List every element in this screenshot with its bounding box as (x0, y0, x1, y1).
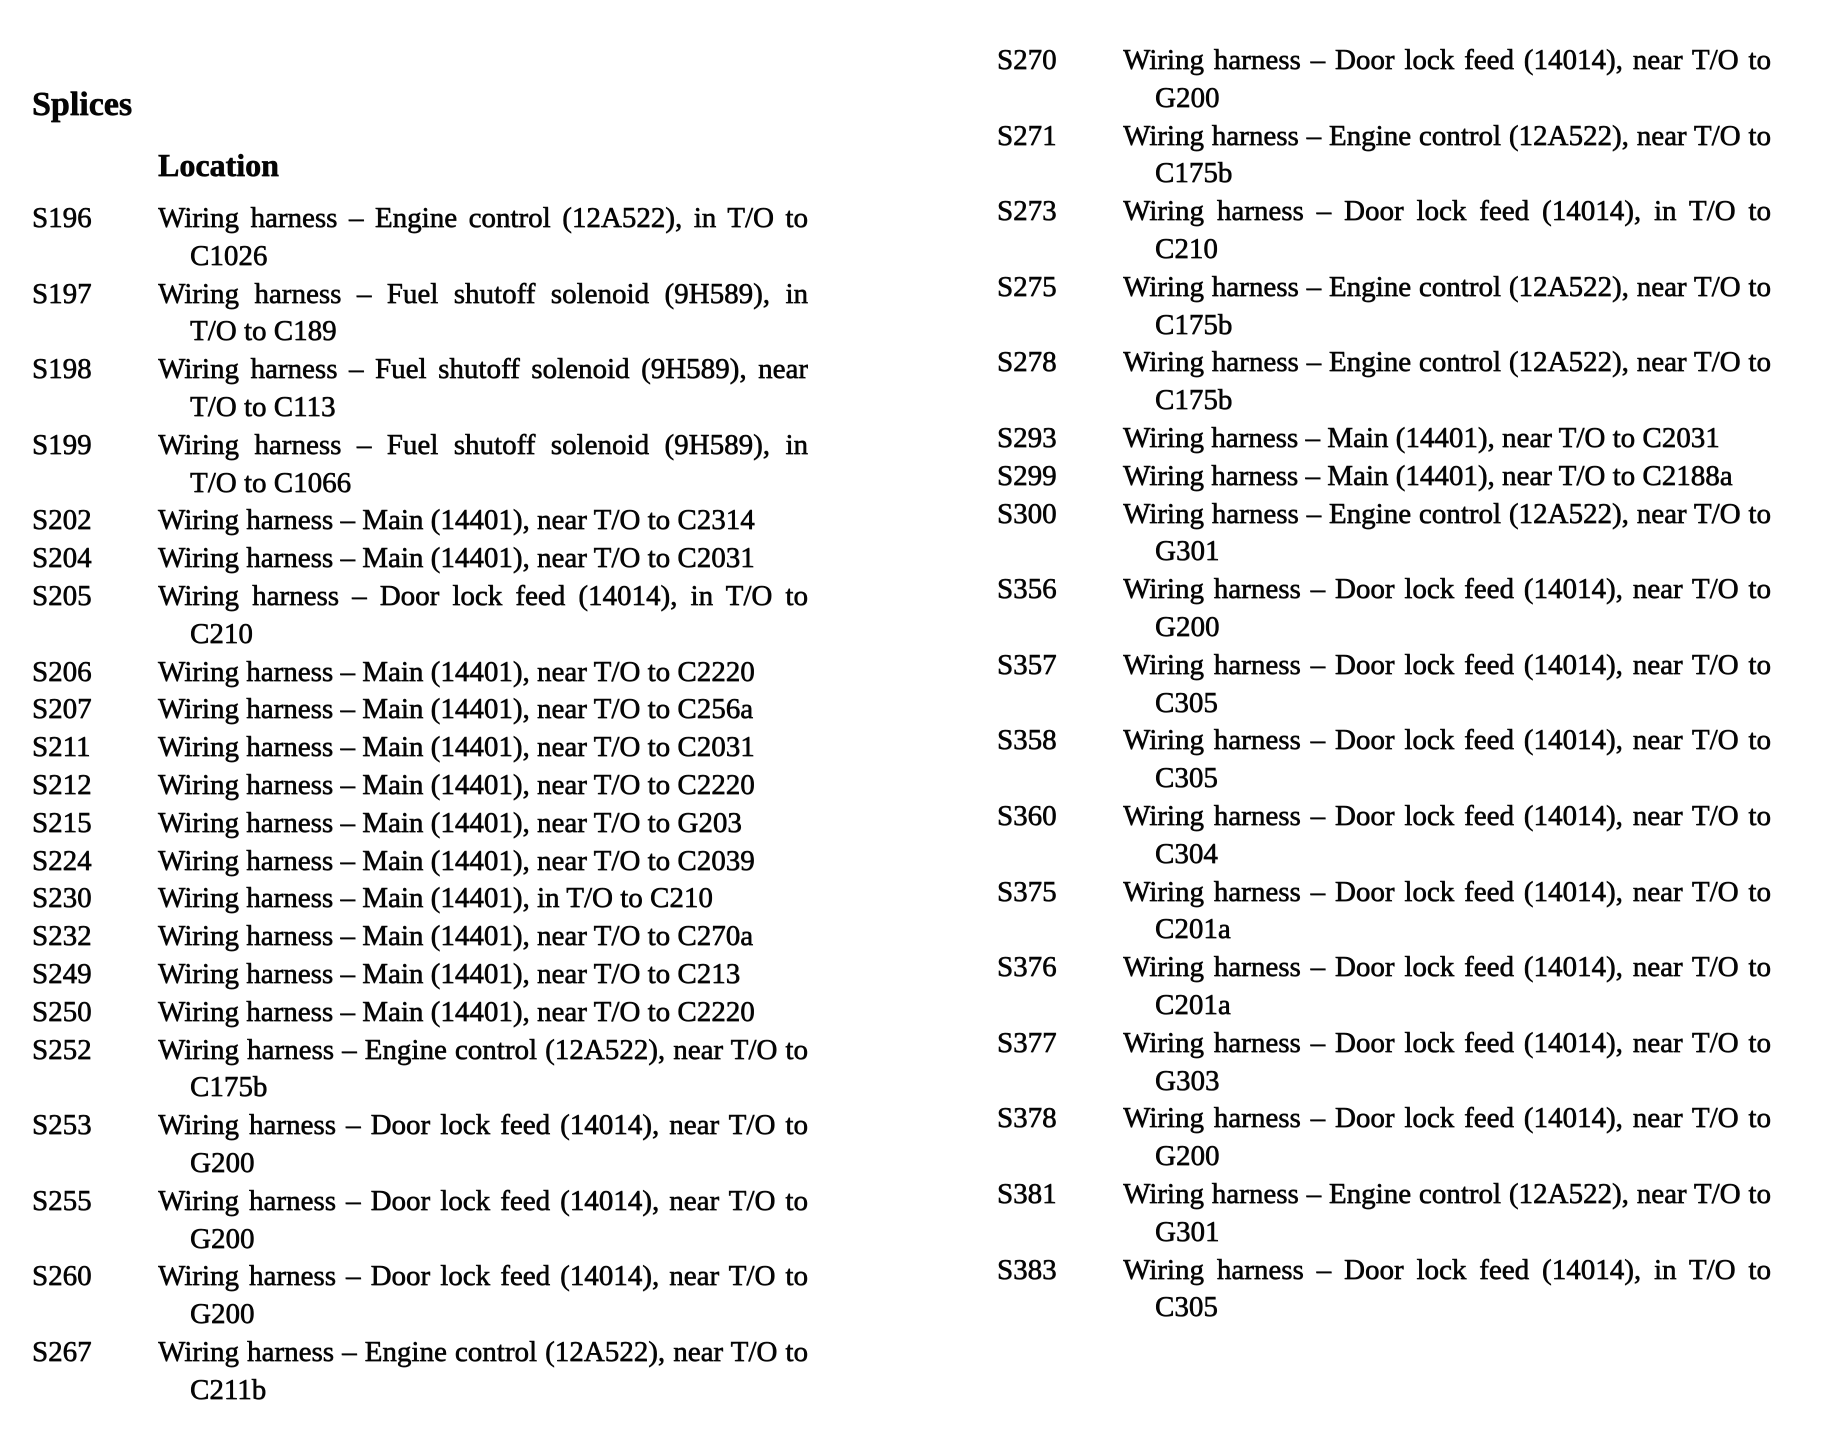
splice-location-line: Wiring harness – Main (14401), near T/O to C270a (158, 920, 754, 953)
splice-location (1123, 344, 1771, 420)
splice-location-line: G200 (190, 1298, 255, 1331)
splice-location-line: C1026 (190, 239, 268, 272)
splice-location-line: C210 (1155, 232, 1218, 265)
splice-location (158, 843, 808, 881)
splice-location-line: Wiring harness – Main (14401), near T/O to C2188a (1123, 459, 1733, 492)
splice-location-line: Wiring harness – Main (14401), near T/O to C213 (158, 957, 741, 990)
splice-location (158, 956, 808, 994)
splice-id: S207 (32, 693, 92, 726)
splice-id: S206 (32, 655, 92, 688)
splice-id: S357 (997, 648, 1057, 681)
splice-location-line: C304 (1155, 837, 1218, 870)
splice-location (1123, 798, 1771, 874)
splice-location (1123, 571, 1771, 647)
splice-location (158, 276, 808, 352)
splice-id: S260 (32, 1260, 92, 1293)
splice-id: S378 (997, 1102, 1057, 1135)
splice-location-line: Wiring harness – Door lock feed (14014), near T/O to (1123, 1102, 1771, 1135)
splice-location-line: Wiring harness – Engine control (12A522), near T/O to (1123, 119, 1771, 152)
splice-location-line: G301 (1155, 1215, 1220, 1248)
splice-location (1123, 949, 1771, 1025)
splice-location-line: Wiring harness – Main (14401), near T/O to C2031 (158, 542, 755, 575)
splice-location-line: Wiring harness – Main (14401), near T/O to C256a (158, 693, 754, 726)
splice-location-line: Wiring harness – Door lock feed (14014), near T/O to (158, 1260, 808, 1293)
splice-location (1123, 647, 1771, 723)
splice-location-line: T/O to C113 (190, 390, 336, 423)
splice-id: S299 (997, 459, 1057, 492)
splice-location (1123, 1025, 1771, 1101)
splice-location (158, 1258, 808, 1334)
splice-location-line: Wiring harness – Door lock feed (14014), in T/O to (158, 579, 808, 612)
splice-id: S293 (997, 421, 1057, 454)
splice-location-line: C175b (190, 1071, 268, 1104)
splice-id: S199 (32, 428, 92, 461)
splice-location (158, 427, 808, 503)
splice-location-line: Wiring harness – Fuel shutoff solenoid (9H589), in (158, 277, 808, 310)
splice-location (1123, 458, 1771, 496)
splice-location-line: Wiring harness – Main (14401), near T/O to C2314 (158, 504, 755, 537)
splice-location (158, 1334, 808, 1410)
splice-location (1123, 269, 1771, 345)
splice-id: S249 (32, 957, 92, 990)
splice-location (1123, 118, 1771, 194)
splice-id: S202 (32, 504, 92, 537)
splice-location-line: C201a (1155, 988, 1231, 1021)
splice-location (158, 880, 808, 918)
splice-location (158, 767, 808, 805)
splice-location-line: Wiring harness – Main (14401), near T/O to C2031 (1123, 421, 1720, 454)
splice-id: S278 (997, 346, 1057, 379)
splice-list-left-column (32, 200, 808, 1410)
splice-location (1123, 1252, 1771, 1328)
splice-location (158, 691, 808, 729)
splice-location-line: Wiring harness – Main (14401), near T/O to C2220 (158, 768, 755, 801)
splice-location-line: Wiring harness – Door lock feed (14014), in T/O to (1123, 195, 1771, 228)
splice-location (158, 351, 808, 427)
splice-location-line: Wiring harness – Engine control (12A522), near T/O to (158, 1033, 808, 1066)
splice-id: S358 (997, 724, 1057, 757)
splice-location (1123, 420, 1771, 458)
splice-location-line: C305 (1155, 686, 1218, 719)
splice-id: S250 (32, 995, 92, 1028)
splice-location-line: G303 (1155, 1064, 1220, 1097)
splice-id: S377 (997, 1026, 1057, 1059)
splice-id: S255 (32, 1184, 92, 1217)
splice-location (158, 502, 808, 540)
splice-location-line: Wiring harness – Main (14401), near T/O to C2031 (158, 731, 755, 764)
splice-location (1123, 722, 1771, 798)
splice-location-line: Wiring harness – Fuel shutoff solenoid (9H589), in (158, 428, 808, 461)
splice-location-line: Wiring harness – Main (14401), in T/O to C210 (158, 882, 713, 915)
splice-location (158, 994, 808, 1032)
splice-id: S253 (32, 1109, 92, 1142)
splice-location-line: C305 (1155, 1291, 1218, 1324)
location-column-header: Location (158, 147, 279, 183)
splice-id: S197 (32, 277, 92, 310)
splice-id: S232 (32, 920, 92, 953)
splice-location-line: C175b (1155, 384, 1233, 417)
splice-location-line: Wiring harness – Door lock feed (14014), near T/O to (158, 1109, 808, 1142)
splice-location (158, 729, 808, 767)
splice-location (1123, 874, 1771, 950)
splice-location-line: G200 (190, 1146, 255, 1179)
splice-location-line: Wiring harness – Door lock feed (14014), near T/O to (1123, 875, 1771, 908)
splice-id: S356 (997, 573, 1057, 606)
splice-location-line: Wiring harness – Door lock feed (14014), in T/O to (1123, 1253, 1771, 1286)
splice-location (158, 805, 808, 843)
splice-id: S211 (32, 731, 91, 764)
splice-location-line: T/O to C1066 (190, 466, 352, 499)
splice-location-line: C211b (190, 1373, 267, 1406)
splice-id: S381 (997, 1177, 1057, 1210)
splice-location-line: Wiring harness – Engine control (12A522), near T/O to (1123, 270, 1771, 303)
page-title: Splices (32, 86, 133, 123)
splice-location-line: Wiring harness – Door lock feed (14014), near T/O to (1123, 724, 1771, 757)
splice-location-line: Wiring harness – Door lock feed (14014), near T/O to (158, 1184, 808, 1217)
splice-location-line: Wiring harness – Engine control (12A522), near T/O to (1123, 497, 1771, 530)
splice-location-line: G301 (1155, 535, 1220, 568)
splice-location-line: C175b (1155, 308, 1233, 341)
splice-location-line: Wiring harness – Engine control (12A522), near T/O to (1123, 1177, 1771, 1210)
splice-id: S273 (997, 195, 1057, 228)
splice-location-line: Wiring harness – Fuel shutoff solenoid (9H589), near (158, 353, 808, 386)
splice-location-line: G200 (1155, 81, 1220, 114)
splice-location-line: Wiring harness – Main (14401), near T/O to C2220 (158, 995, 755, 1028)
splice-id: S204 (32, 542, 92, 575)
splice-location-line: G200 (190, 1222, 255, 1255)
splice-id: S215 (32, 806, 92, 839)
splice-location-line: Wiring harness – Engine control (12A522), in T/O to (158, 202, 808, 234)
splice-location-line: Wiring harness – Main (14401), near T/O to G203 (158, 806, 742, 839)
splice-id: S224 (32, 844, 92, 877)
splice-location-line: C305 (1155, 762, 1218, 795)
splice-location (158, 918, 808, 956)
splice-location-line: Wiring harness – Door lock feed (14014), near T/O to (1123, 951, 1771, 984)
splice-location (158, 578, 808, 654)
splice-location-line: C175b (1155, 157, 1233, 190)
splice-location-line: C210 (190, 617, 253, 650)
splice-location (158, 540, 808, 578)
splice-location-line: T/O to C189 (190, 315, 337, 348)
splice-id: S267 (32, 1335, 92, 1368)
splice-id: S198 (32, 353, 92, 386)
splice-id: S375 (997, 875, 1057, 908)
splice-id: S212 (32, 768, 92, 801)
splice-id: S383 (997, 1253, 1057, 1286)
splice-location-line: Wiring harness – Door lock feed (14014), near T/O to (1123, 44, 1771, 76)
splice-location-line: Wiring harness – Door lock feed (14014), near T/O to (1123, 799, 1771, 832)
splice-location (1123, 1100, 1771, 1176)
splice-location-line: Wiring harness – Main (14401), near T/O to C2220 (158, 655, 755, 688)
splice-location-line: G200 (1155, 610, 1220, 643)
splice-location-line: Wiring harness – Door lock feed (14014), near T/O to (1123, 1026, 1771, 1059)
splice-location (1123, 42, 1771, 118)
splice-location (1123, 193, 1771, 269)
splice-location (158, 1032, 808, 1108)
splice-location (1123, 496, 1771, 572)
splice-id: S271 (997, 119, 1057, 152)
splice-id: S196 (32, 202, 92, 234)
splice-location (1123, 1176, 1771, 1252)
splice-location (158, 1107, 808, 1183)
splice-id: S300 (997, 497, 1057, 530)
splice-id: S270 (997, 44, 1057, 76)
splice-location-line: Wiring harness – Main (14401), near T/O to C2039 (158, 844, 755, 877)
splice-location (158, 1183, 808, 1259)
splice-id: S376 (997, 951, 1057, 984)
splice-location-line: Wiring harness – Engine control (12A522), near T/O to (158, 1335, 808, 1368)
splice-location-line: G200 (1155, 1140, 1220, 1173)
splice-location-line: Wiring harness – Door lock feed (14014), near T/O to (1123, 648, 1771, 681)
splice-location-line: Wiring harness – Door lock feed (14014), near T/O to (1123, 573, 1771, 606)
splice-location-line: Wiring harness – Engine control (12A522), near T/O to (1123, 346, 1771, 379)
splice-location (158, 200, 808, 276)
splice-id: S230 (32, 882, 92, 915)
splice-location-line: C201a (1155, 913, 1231, 946)
splice-id: S360 (997, 799, 1057, 832)
splice-id: S205 (32, 579, 92, 612)
splice-list-right-column (997, 42, 1771, 1327)
splice-id: S275 (997, 270, 1057, 303)
splice-location (158, 654, 808, 692)
splice-id: S252 (32, 1033, 92, 1066)
